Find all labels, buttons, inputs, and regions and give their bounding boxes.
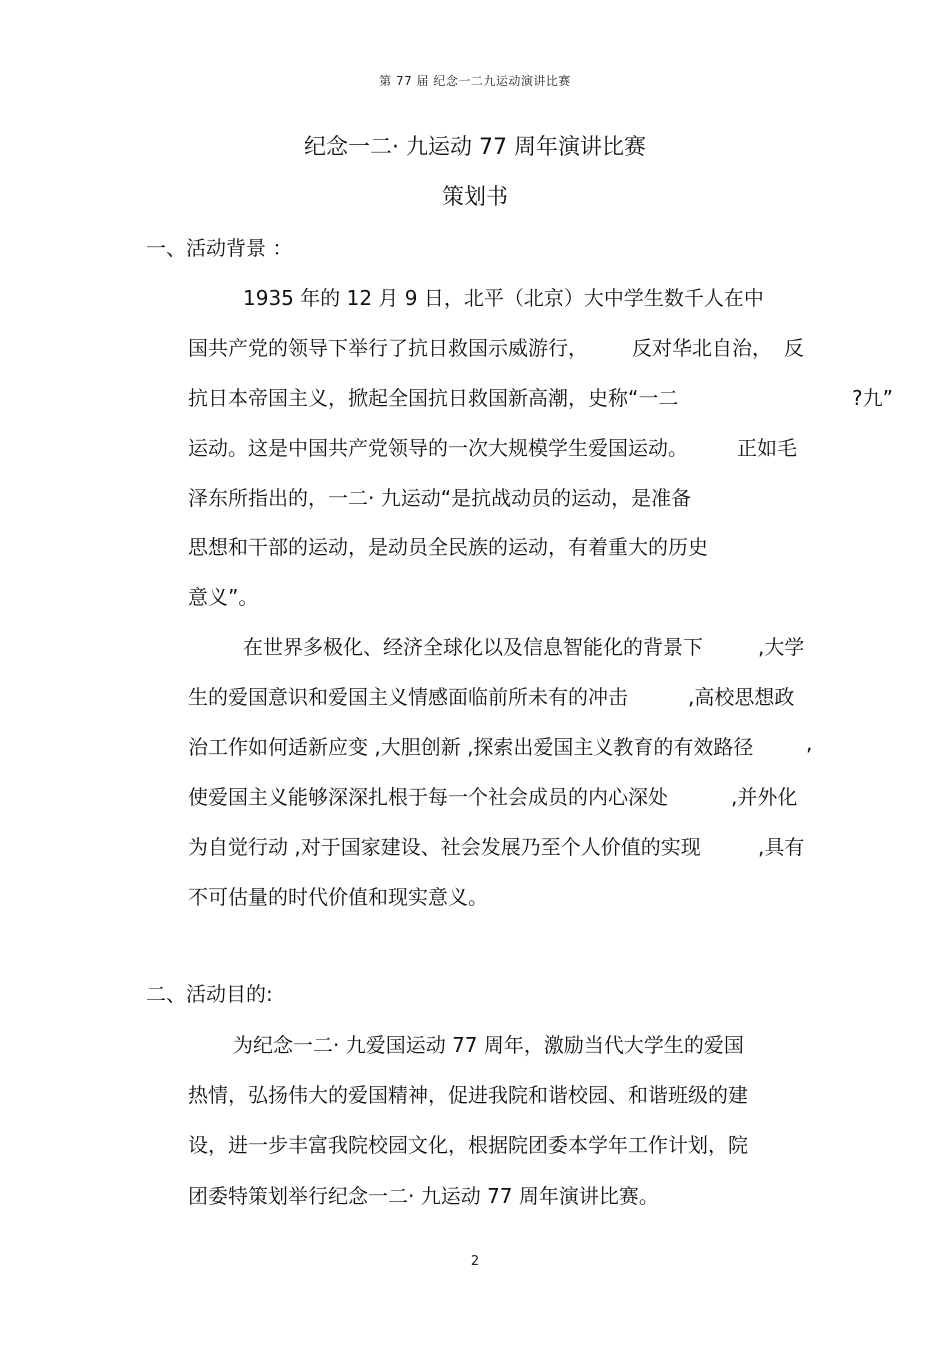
document-subtitle: 策划书 bbox=[441, 185, 508, 210]
paragraph-line: 为纪念一二· 九爱国运动 77 周年，激励当代大学生的爱国 bbox=[233, 1033, 744, 1057]
paragraph-line: 治工作如何适新应变 ,大胆创新 ,探索出爱国主义教育的有效路径 bbox=[188, 735, 754, 759]
paragraph-line: 泽东所指出的，一二· 九运动“是抗战动员的运动，是准备 bbox=[188, 486, 692, 510]
paragraph-line: 正如毛 bbox=[737, 436, 797, 460]
paragraph-line: 思想和干部的运动，是动员全民族的运动，有着重大的历史 bbox=[188, 535, 708, 559]
document-title: 纪念一二· 九运动 77 周年演讲比赛 bbox=[304, 135, 646, 160]
paragraph-line: 抗日本帝国主义，掀起全国抗日救国新高潮，史称“一二 bbox=[188, 386, 679, 410]
paragraph-line: 为自觉行动 ,对于国家建设、社会发展乃至个人价值的实现 bbox=[188, 835, 701, 859]
paragraph-line: 在世界多极化、经济全球化以及信息智能化的背景下 bbox=[243, 635, 703, 659]
page-header: 第 77 届 纪念一二九运动演讲比赛 bbox=[379, 74, 571, 88]
paragraph-line: 1935 年的 12 月 9 日，北平（北京）大中学生数千人在中 bbox=[243, 286, 764, 310]
paragraph-line: 运动。这是中国共产党领导的一次大规模学生爱国运动。 bbox=[188, 436, 688, 460]
section-heading-purpose: 二、活动目的: bbox=[146, 982, 273, 1006]
paragraph-line: 意义”。 bbox=[188, 585, 259, 609]
paragraph-line: ,具有 bbox=[758, 835, 805, 859]
paragraph-line: , bbox=[806, 731, 813, 755]
section-heading-background: 一、活动背景 ： bbox=[146, 236, 293, 260]
paragraph-line: ?九” bbox=[852, 386, 893, 410]
paragraph-line: 团委特策划举行纪念一二· 九运动 77 周年演讲比赛。 bbox=[188, 1184, 659, 1208]
paragraph-line: 反对华北自治， bbox=[632, 336, 772, 360]
paragraph-line: 设，进一步丰富我院校园文化，根据院团委本学年工作计划，院 bbox=[188, 1133, 748, 1157]
paragraph-line: 热情，弘扬伟大的爱国精神，促进我院和谐校园、和谐班级的建 bbox=[188, 1083, 748, 1107]
page-number: 2 bbox=[470, 1254, 480, 1269]
paragraph-line: 反 bbox=[784, 336, 804, 360]
paragraph-line: ,大学 bbox=[758, 635, 805, 659]
paragraph-line: 不可估量的时代价值和现实意义。 bbox=[188, 885, 488, 909]
paragraph-line: ,高校思想政 bbox=[688, 685, 795, 709]
paragraph-line: 使爱国主义能够深深扎根于每一个社会成员的内心深处 bbox=[188, 785, 668, 809]
paragraph-line: 国共产党的领导下举行了抗日救国示威游行， bbox=[188, 336, 588, 360]
paragraph-line: 生的爱国意识和爱国主义情感面临前所未有的冲击 bbox=[188, 685, 628, 709]
paragraph-line: ,并外化 bbox=[731, 785, 798, 809]
